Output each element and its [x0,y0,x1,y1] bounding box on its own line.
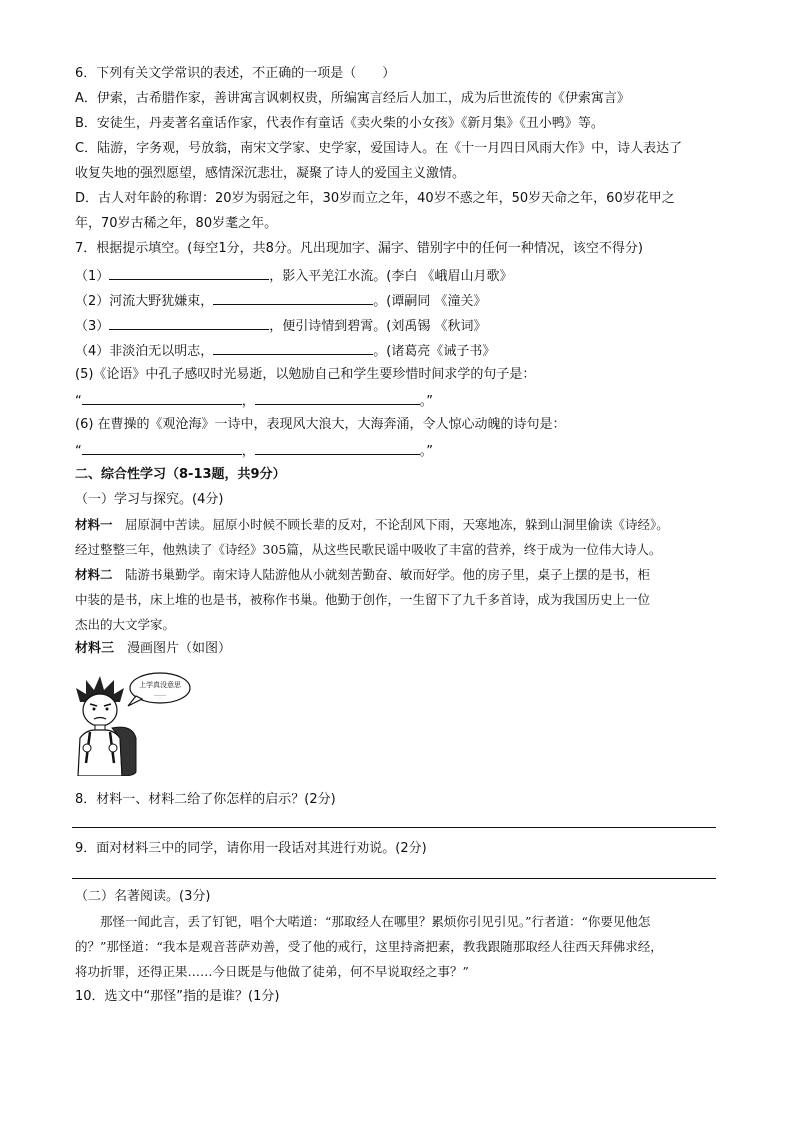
q7-item-2 [75,291,487,311]
q7-item-3 [75,316,487,336]
q9-text: 9．面对材料三中的同学，请你用一段话对其进行劝说。(2分) [75,841,427,856]
material-1-text: 屈原洞中苦读。屈原小时候不顾长辈的反对，不论刮风下雨，天寒地冻，躲到山洞里偷读《诗经》。 [112,517,669,532]
close-quote: 。” [419,444,434,459]
material-2-text: 陆游书巢勤学。南宋诗人陆游他从小就刻苦勤奋、敏而好学。他的房子里，桌子上摆的是书，柜 [112,567,651,582]
q7-item-3-number: （3） [75,319,110,334]
q7-item-4-prefix: （4）非淡泊无以明志， [75,344,214,359]
material-1-line1 [75,516,669,534]
material-3-label: 材料三 [75,641,115,656]
q6-option-b: B．安徒生，丹麦著名童话作家，代表作有童话《卖火柴的小女孩》《新月集》《丑小鸭》等。 [75,116,604,131]
material-1-line2: 经过整整三年，他熟读了《诗经》305篇，从这些民歌民谣中吸收了丰富的营养，终于成为一位伟大诗人。 [75,542,662,557]
material-3-text: 漫画图片（如图） [114,641,232,656]
q7-item-2-suffix: 。(谭嗣同 《潼关》 [373,294,487,309]
q7-item-5: (5)《论语》中孔子感叹时光易逝，以勉励自己和学生要珍惜时间求学的句子是： [75,367,536,382]
q7-item-2-prefix: （2）河流大野犹嫌束， [75,294,214,309]
material-3-line [75,640,231,658]
q6-option-d-line1: D．古人对年龄的称谓：20岁为弱冠之年，30岁而立之年，40岁不惑之年，50岁天命之年，60岁花甲之 [75,191,675,206]
q6-stem: 6．下列有关文学常识的表述，不正确的一项是（ ） [75,66,396,81]
q7-item-4-suffix: 。(诸葛亮《诫子书》 [373,344,496,359]
q8-text: 8．材料一、材料二给了你怎样的启示？(2分) [75,792,336,807]
answer-blank[interactable] [82,391,242,405]
answer-line-q8[interactable] [72,827,716,828]
material-2-label: 材料二 [75,567,113,582]
answer-blank[interactable] [255,441,420,455]
cartoon-student-image [70,668,192,776]
answer-blank[interactable] [255,391,420,405]
comma: ， [241,444,255,459]
answer-blank[interactable] [109,316,269,330]
q7-item-1-text: ，影入平羌江水流。(李白 《峨眉山月歌》 [269,269,513,284]
q7-item-4 [75,341,495,361]
open-quote: “ [75,444,82,459]
section-2-title: 二、综合性学习（8-13题，共9分） [75,467,286,482]
material-2-line1 [75,566,650,584]
q6-option-c-line1: C．陆游，字务观，号放翁，南宋文学家、史学家，爱国诗人。在《十一月四日风雨大作》中，诗人表达了 [75,141,683,156]
q7-stem: 7．根据提示填空。(每空1分，共8分。凡出现加字、漏字、错别字中的任何一种情况，该空不得分) [75,241,643,256]
open-quote: “ [75,394,82,409]
bubble-text: 上学真没意思 [139,681,181,689]
subsection-2-title: （二）名著阅读。(3分) [75,889,211,904]
q7-item-1 [75,266,513,286]
q6-option-c-line2: 收复失地的强烈愿望，感情深沉悲壮，凝聚了诗人的爱国主义激情。 [75,166,466,181]
answer-blank[interactable] [213,341,373,355]
q7-item-1-number: （1） [75,269,110,284]
q6-option-a: A．伊索，古希腊作家，善讲寓言讽刺权贵，所编寓言经后人加工，成为后世流传的《伊索寓言》 [75,91,630,106]
q7-item-3-text: ，便引诗情到碧霄。(刘禹锡 《秋词》 [269,319,487,334]
q7-item-6-blanks [75,441,433,461]
material-1-label: 材料一 [75,517,113,532]
material-2-line3: 杰出的大文学家。 [75,617,176,632]
bubble-dots: …… [154,691,166,698]
passage-line3: 将功折罪，还得正果……今日既是与他做了徒弟，何不早说取经之事？” [75,964,469,979]
answer-blank[interactable] [82,441,242,455]
answer-line-q9[interactable] [72,878,716,879]
passage-line1: 那怪一闻此言，丢了钉钯，唱个大喏道：“那取经人在哪里？累烦你引见引见。”行者道：“你要见他怎 [100,914,651,929]
answer-blank[interactable] [213,291,373,305]
material-2-line2: 中装的是书，床上堆的也是书，被称作书巢。他勤于创作，一生留下了九千多首诗，成为我国历史上一位 [75,592,651,607]
answer-blank[interactable] [109,266,269,280]
q7-item-6: (6) 在曹操的《观沧海》一诗中，表现风大浪大，大海奔涌，令人惊心动魄的诗句是： [75,417,566,432]
q6-option-d-line2: 年，70岁古稀之年，80岁耄之年。 [75,216,278,231]
subsection-1-title: （一）学习与探究。(4分) [75,492,224,507]
q7-item-5-blanks [75,391,433,411]
comma: ， [241,394,255,409]
close-quote: 。” [419,394,434,409]
q10-text: 10．选文中“那怪”指的是谁？(1分) [75,989,280,1004]
passage-line2: 的？”那怪道：“我本是观音菩萨劝善，受了他的戒行，这里持斋把素，教我跟随那取经人往西天拜佛求经， [75,939,663,954]
